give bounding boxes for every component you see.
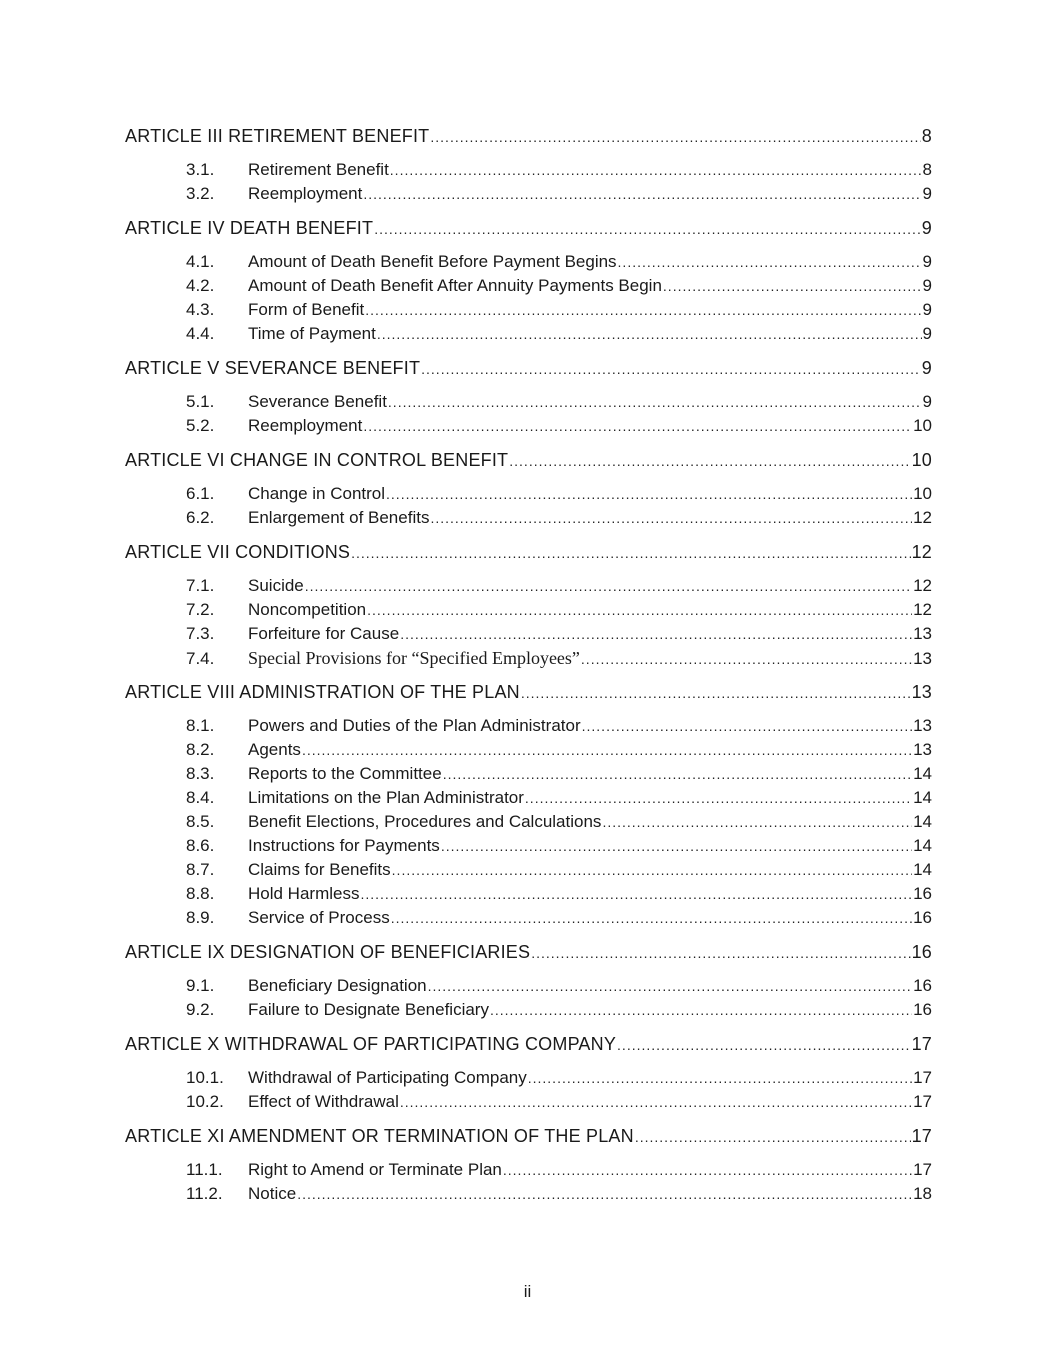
section-title: Retirement Benefit xyxy=(248,160,389,179)
toc-section-entry[interactable] xyxy=(125,998,932,1022)
section-number: 9.2. xyxy=(186,1000,215,1019)
dot-leader xyxy=(351,541,910,565)
toc-section-entry[interactable] xyxy=(125,738,932,762)
section-title: Time of Payment xyxy=(248,324,376,343)
dot-leader xyxy=(374,217,921,241)
section-number: 4.2. xyxy=(186,276,215,295)
dot-leader xyxy=(490,998,912,1022)
toc-section-entry[interactable] xyxy=(125,158,932,182)
section-number: 11.2. xyxy=(186,1184,223,1203)
dot-leader xyxy=(430,506,912,530)
toc-article-group xyxy=(125,540,932,670)
article-page-number: 16 xyxy=(911,942,932,962)
section-list xyxy=(125,1066,932,1114)
section-title: Notice xyxy=(248,1184,297,1203)
toc-section-entry[interactable] xyxy=(125,762,932,786)
toc-section-entry[interactable] xyxy=(125,906,932,930)
toc-section-entry[interactable] xyxy=(125,1066,932,1090)
toc-article-group xyxy=(125,1032,932,1114)
dot-leader xyxy=(582,714,912,738)
toc-article-entry[interactable] xyxy=(125,448,932,472)
table-of-contents xyxy=(125,124,932,1216)
section-title: Withdrawal of Participating Company xyxy=(248,1068,527,1087)
section-title: Forfeiture for Cause xyxy=(248,624,400,643)
dot-leader xyxy=(305,574,912,598)
section-title: Hold Harmless xyxy=(248,884,360,903)
dot-leader xyxy=(363,182,921,206)
section-title: Claims for Benefits xyxy=(248,860,391,879)
section-number: 10.2. xyxy=(186,1092,224,1111)
dot-leader xyxy=(430,125,920,149)
toc-article-entry[interactable] xyxy=(125,1124,932,1148)
article-title: ARTICLE X WITHDRAWAL OF PARTICIPATING COMPANY xyxy=(125,1034,617,1054)
toc-article-entry[interactable] xyxy=(125,1032,932,1056)
section-title: Limitations on the Plan Administrator xyxy=(248,788,524,807)
section-number: 7.3. xyxy=(186,624,215,643)
article-title: ARTICLE VIII ADMINISTRATION OF THE PLAN xyxy=(125,682,520,702)
dot-leader xyxy=(365,298,921,322)
section-list xyxy=(125,390,932,438)
section-page-number: 16 xyxy=(913,1000,932,1019)
toc-article-entry[interactable] xyxy=(125,124,932,148)
section-page-number: 14 xyxy=(913,788,932,807)
section-number: 5.1. xyxy=(186,392,215,411)
article-page-number: 9 xyxy=(921,358,932,378)
dot-leader xyxy=(302,738,912,762)
toc-article-group xyxy=(125,680,932,930)
section-page-number: 13 xyxy=(913,740,932,759)
toc-article-group xyxy=(125,356,932,438)
dot-leader xyxy=(617,1033,911,1057)
dot-leader xyxy=(391,906,912,930)
section-number: 10.1. xyxy=(186,1068,224,1087)
section-page-number: 12 xyxy=(913,600,932,619)
article-title: ARTICLE IV DEATH BENEFIT xyxy=(125,218,374,238)
section-page-number: 17 xyxy=(913,1160,932,1179)
dot-leader xyxy=(525,786,912,810)
section-page-number: 13 xyxy=(913,649,932,668)
article-page-number: 12 xyxy=(911,542,932,562)
section-title: Change in Control xyxy=(248,484,386,503)
section-title: Powers and Duties of the Plan Administrator xyxy=(248,716,581,735)
section-title: Special Provisions for “Specified Employees” xyxy=(248,648,580,668)
section-page-number: 12 xyxy=(913,576,932,595)
section-title: Agents xyxy=(248,740,301,759)
section-page-number: 13 xyxy=(913,624,932,643)
dot-leader xyxy=(602,810,912,834)
section-number: 7.1. xyxy=(186,576,215,595)
section-number: 8.1. xyxy=(186,716,215,735)
section-number: 6.1. xyxy=(186,484,215,503)
toc-section-entry[interactable] xyxy=(125,834,932,858)
dot-leader xyxy=(363,414,912,438)
toc-article-entry[interactable] xyxy=(125,356,932,380)
section-page-number: 9 xyxy=(922,300,932,319)
dot-leader xyxy=(377,322,922,346)
section-page-number: 9 xyxy=(922,392,932,411)
section-page-number: 12 xyxy=(913,508,932,527)
section-list xyxy=(125,974,932,1022)
article-page-number: 17 xyxy=(911,1034,932,1054)
section-title: Service of Process xyxy=(248,908,390,927)
section-number: 8.4. xyxy=(186,788,215,807)
article-page-number: 8 xyxy=(921,126,932,146)
toc-section-entry[interactable] xyxy=(125,298,932,322)
dot-leader xyxy=(386,482,912,506)
section-list xyxy=(125,158,932,206)
article-page-number: 10 xyxy=(911,450,932,470)
section-title: Benefit Elections, Procedures and Calculations xyxy=(248,812,602,831)
section-title: Right to Amend or Terminate Plan xyxy=(248,1160,502,1179)
toc-article-entry[interactable] xyxy=(125,216,932,240)
section-title: Amount of Death Benefit Before Payment Begins xyxy=(248,252,617,271)
section-title: Beneficiary Designation xyxy=(248,976,427,995)
section-number: 8.6. xyxy=(186,836,215,855)
dot-leader xyxy=(531,941,910,965)
section-number: 8.9. xyxy=(186,908,215,927)
dot-leader xyxy=(528,1066,912,1090)
section-title: Form of Benefit xyxy=(248,300,365,319)
article-title: ARTICLE VII CONDITIONS xyxy=(125,542,351,562)
toc-section-entry[interactable] xyxy=(125,1090,932,1114)
section-number: 8.2. xyxy=(186,740,215,759)
article-title: ARTICLE XI AMENDMENT OR TERMINATION OF THE PLAN xyxy=(125,1126,634,1146)
toc-section-entry[interactable] xyxy=(125,250,932,274)
section-list xyxy=(125,574,932,670)
section-page-number: 14 xyxy=(913,836,932,855)
section-page-number: 16 xyxy=(913,908,932,927)
section-page-number: 16 xyxy=(913,884,932,903)
dot-leader xyxy=(663,274,922,298)
section-number: 7.2. xyxy=(186,600,215,619)
section-page-number: 17 xyxy=(913,1068,932,1087)
toc-section-entry[interactable] xyxy=(125,414,932,438)
toc-section-entry[interactable] xyxy=(125,506,932,530)
section-title: Reemployment xyxy=(248,416,363,435)
section-page-number: 13 xyxy=(913,716,932,735)
dot-leader xyxy=(297,1182,912,1206)
section-page-number: 9 xyxy=(922,184,932,203)
dot-leader xyxy=(367,598,912,622)
dot-leader xyxy=(521,681,911,705)
section-number: 4.4. xyxy=(186,324,215,343)
toc-article-group xyxy=(125,216,932,346)
section-title: Failure to Designate Beneficiary xyxy=(248,1000,489,1019)
section-number: 3.1. xyxy=(186,160,215,179)
section-number: 8.5. xyxy=(186,812,215,831)
toc-article-group xyxy=(125,940,932,1022)
dot-leader xyxy=(360,882,912,906)
toc-section-entry[interactable] xyxy=(125,182,932,206)
section-number: 8.3. xyxy=(186,764,215,783)
toc-section-entry[interactable] xyxy=(125,322,932,346)
toc-section-entry[interactable] xyxy=(125,1182,932,1206)
dot-leader xyxy=(635,1125,911,1149)
section-number: 5.2. xyxy=(186,416,215,435)
section-title: Amount of Death Benefit After Annuity Payments Begin xyxy=(248,276,662,295)
section-list xyxy=(125,1158,932,1206)
section-page-number: 14 xyxy=(913,764,932,783)
section-title: Enlargement of Benefits xyxy=(248,508,430,527)
section-page-number: 8 xyxy=(922,160,932,179)
toc-article-group xyxy=(125,124,932,206)
dot-leader xyxy=(392,858,912,882)
article-title: ARTICLE III RETIREMENT BENEFIT xyxy=(125,126,430,146)
toc-section-entry[interactable] xyxy=(125,786,932,810)
article-title: ARTICLE VI CHANGE IN CONTROL BENEFIT xyxy=(125,450,509,470)
toc-section-entry[interactable] xyxy=(125,858,932,882)
article-page-number: 13 xyxy=(911,682,932,702)
toc-section-entry[interactable] xyxy=(125,274,932,298)
dot-leader xyxy=(421,357,921,381)
section-page-number: 14 xyxy=(913,860,932,879)
section-number: 6.2. xyxy=(186,508,215,527)
toc-article-group xyxy=(125,1124,932,1206)
dot-leader xyxy=(400,1090,912,1114)
toc-article-entry[interactable] xyxy=(125,540,932,564)
dot-leader xyxy=(441,834,912,858)
section-list xyxy=(125,482,932,530)
section-number: 7.4. xyxy=(186,649,215,668)
dot-leader xyxy=(618,250,922,274)
dot-leader xyxy=(388,390,922,414)
toc-section-entry[interactable] xyxy=(125,390,932,414)
dot-leader xyxy=(443,762,912,786)
section-title: Instructions for Payments xyxy=(248,836,440,855)
article-page-number: 17 xyxy=(911,1126,932,1146)
section-title: Noncompetition xyxy=(248,600,367,619)
toc-section-entry[interactable] xyxy=(125,974,932,998)
toc-section-entry[interactable] xyxy=(125,622,932,646)
toc-article-entry[interactable] xyxy=(125,940,932,964)
section-number: 8.7. xyxy=(186,860,215,879)
section-number: 8.8. xyxy=(186,884,215,903)
section-page-number: 17 xyxy=(913,1092,932,1111)
section-page-number: 9 xyxy=(922,276,932,295)
page-number: ii xyxy=(523,1282,532,1301)
section-page-number: 10 xyxy=(913,484,932,503)
toc-section-entry[interactable] xyxy=(125,714,932,738)
article-title: ARTICLE IX DESIGNATION OF BENEFICIARIES xyxy=(125,942,531,962)
article-page-number: 9 xyxy=(921,218,932,238)
toc-section-entry[interactable] xyxy=(125,882,932,906)
toc-section-entry[interactable] xyxy=(125,482,932,506)
toc-section-entry[interactable] xyxy=(125,646,932,670)
article-title: ARTICLE V SEVERANCE BENEFIT xyxy=(125,358,421,378)
section-title: Severance Benefit xyxy=(248,392,387,411)
section-page-number: 9 xyxy=(922,252,932,271)
dot-leader xyxy=(503,1158,912,1182)
toc-article-group xyxy=(125,448,932,530)
section-list xyxy=(125,250,932,346)
dot-leader xyxy=(390,158,922,182)
section-title: Reports to the Committee xyxy=(248,764,442,783)
toc-article-entry[interactable] xyxy=(125,680,932,704)
section-page-number: 10 xyxy=(913,416,932,435)
section-page-number: 14 xyxy=(913,812,932,831)
section-title: Effect of Withdrawal xyxy=(248,1092,399,1111)
toc-section-entry[interactable] xyxy=(125,1158,932,1182)
toc-section-entry[interactable] xyxy=(125,574,932,598)
section-page-number: 9 xyxy=(922,324,932,343)
section-list xyxy=(125,714,932,930)
dot-leader xyxy=(581,647,912,671)
dot-leader xyxy=(509,449,910,473)
section-number: 4.1. xyxy=(186,252,215,271)
section-title: Suicide xyxy=(248,576,304,595)
toc-section-entry[interactable] xyxy=(125,598,932,622)
section-number: 9.1. xyxy=(186,976,215,995)
section-page-number: 18 xyxy=(913,1184,932,1203)
section-number: 3.2. xyxy=(186,184,215,203)
section-number: 11.1. xyxy=(186,1160,223,1179)
section-page-number: 16 xyxy=(913,976,932,995)
section-title: Reemployment xyxy=(248,184,363,203)
section-number: 4.3. xyxy=(186,300,215,319)
dot-leader xyxy=(400,622,912,646)
toc-section-entry[interactable] xyxy=(125,810,932,834)
dot-leader xyxy=(428,974,912,998)
